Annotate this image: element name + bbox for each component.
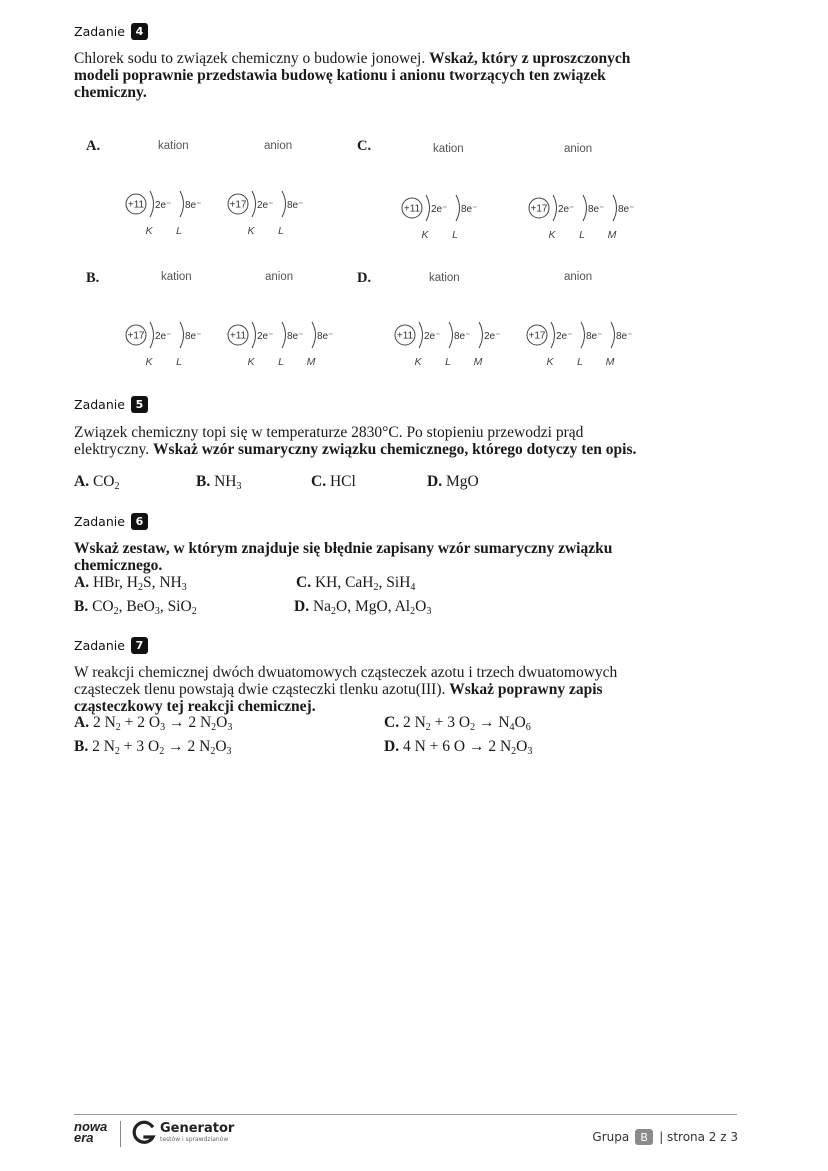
shell-arc <box>180 191 184 217</box>
shell-name: L <box>579 229 585 240</box>
shell-name: L <box>176 225 182 236</box>
shell-electrons: 8e⁻ <box>287 200 304 211</box>
option-text: , SiH <box>378 574 411 591</box>
option-formula: CO <box>92 473 115 490</box>
option-text: 4 N + 6 O → 2 N <box>402 738 512 755</box>
shell-name: K <box>145 225 153 236</box>
task-4-label: Zadanie <box>74 24 125 39</box>
footer-page-info <box>592 1129 738 1145</box>
option-a-anion-model <box>226 190 314 241</box>
atom-model-svg <box>525 321 643 367</box>
task-5-option-a[interactable] <box>74 473 120 490</box>
nucleus-charge: +11 <box>396 330 414 342</box>
option-formula: NH <box>214 473 237 490</box>
subscript: 2 <box>211 722 217 733</box>
shell-arc <box>613 195 617 221</box>
shell-electrons: 2e⁻ <box>556 331 573 342</box>
option-letter: B. <box>196 473 211 490</box>
option-text: S, NH <box>142 574 182 591</box>
shell-electrons: 8e⁻ <box>317 331 334 342</box>
option-a-kation-label: kation <box>158 140 189 152</box>
shell-arc <box>282 322 286 348</box>
task-5-intro: Związek chemiczny topi się w temperaturze 2830°C. Po stopieniu przewodzi prąd elektryczny. <box>74 424 584 458</box>
task-6-option-d[interactable] <box>294 598 431 615</box>
subscript: 2 <box>159 746 165 757</box>
option-b-anion-model <box>226 321 344 372</box>
option-text: , SiO <box>159 598 192 615</box>
nowa-era-logo: nowa era <box>74 1119 108 1145</box>
shell-arc <box>252 191 256 217</box>
subscript: 2 <box>373 582 379 593</box>
task-4-text <box>74 50 664 101</box>
page-counter: | strona 2 z 3 <box>659 1130 738 1144</box>
option-b-letter[interactable]: B. <box>86 270 100 286</box>
task-7-option-c[interactable] <box>384 714 531 731</box>
nucleus-charge: +17 <box>528 330 546 342</box>
option-text: O <box>415 598 427 615</box>
subscript: 2 <box>114 746 120 757</box>
shell-electrons: 8e⁻ <box>461 204 478 215</box>
task-6-number: 6 <box>131 513 148 530</box>
shell-name: M <box>605 356 615 367</box>
shell-name: M <box>306 356 316 367</box>
group-badge: B <box>635 1129 653 1145</box>
shell-electrons: 2e⁻ <box>431 204 448 215</box>
task-6-question: Wskaż zestaw, w którym znajduje się błędnie zapisany wzór sumaryczny związku chemicznego. <box>74 540 613 574</box>
nucleus-charge: +17 <box>229 199 247 211</box>
task-7-header <box>74 637 148 654</box>
option-letter: C. <box>384 714 400 731</box>
task-5-option-d[interactable] <box>427 473 479 490</box>
shell-name: K <box>247 356 255 367</box>
shell-name: K <box>247 225 255 236</box>
shell-name: L <box>278 225 284 236</box>
option-text: O, MgO, Al <box>336 598 411 615</box>
option-text: 2 N <box>92 714 116 731</box>
option-b-kation-label: kation <box>161 271 192 283</box>
option-c-anion-label: anion <box>564 143 593 155</box>
generator-logo <box>132 1120 234 1146</box>
task-6-option-a[interactable] <box>74 574 187 591</box>
option-text: + 3 O <box>430 714 471 731</box>
subscript: 3 <box>426 606 432 617</box>
task-5-number: 5 <box>131 396 148 413</box>
shell-name: L <box>577 356 583 367</box>
option-text: + 2 O <box>120 714 161 731</box>
shell-arc <box>252 322 256 348</box>
subscript: 3 <box>154 606 160 617</box>
task-7-option-b[interactable] <box>74 738 232 755</box>
shell-electrons: 8e⁻ <box>588 204 605 215</box>
option-letter: A. <box>74 473 90 490</box>
subscript: 2 <box>511 746 517 757</box>
shell-name: M <box>607 229 617 240</box>
subscript: 3 <box>226 746 232 757</box>
option-d-kation-model <box>393 321 511 372</box>
option-letter: D. <box>427 473 443 490</box>
option-letter: B. <box>74 738 89 755</box>
shell-arc <box>150 322 154 348</box>
shell-electrons: 2e⁻ <box>558 204 575 215</box>
option-text: O <box>215 738 227 755</box>
task-6-header <box>74 513 148 530</box>
subscript: 3 <box>160 722 166 733</box>
option-text: 2 N <box>92 738 115 755</box>
task-7-number: 7 <box>131 637 148 654</box>
option-a-kation-model <box>124 190 212 241</box>
generator-title: Generator <box>160 1121 235 1136</box>
subscript: 2 <box>425 722 431 733</box>
option-b-kation-model <box>124 321 212 372</box>
atom-model-svg <box>226 190 314 236</box>
option-c-letter[interactable]: C. <box>357 138 372 154</box>
option-letter: A. <box>74 574 90 591</box>
task-7-text <box>74 664 654 715</box>
shell-electrons: 2e⁻ <box>484 331 501 342</box>
shell-name: L <box>452 229 458 240</box>
shell-arc <box>180 322 184 348</box>
task-6-option-b[interactable] <box>74 598 197 615</box>
subscript: 2 <box>115 722 121 733</box>
shell-name: K <box>548 229 556 240</box>
task-5-option-c[interactable] <box>311 473 356 490</box>
task-7-question: Wskaż poprawny zapis cząsteczkowy tej reakcji chemicznej. <box>74 681 603 715</box>
shell-arc <box>551 322 555 348</box>
option-d-kation-label: kation <box>429 272 460 284</box>
shell-name: M <box>473 356 483 367</box>
nucleus-charge: +11 <box>229 330 247 342</box>
shell-electrons: 2e⁻ <box>257 331 274 342</box>
shell-electrons: 2e⁻ <box>155 331 172 342</box>
option-letter: D. <box>384 738 400 755</box>
logo-separator <box>120 1121 121 1147</box>
task-4-intro: Chlorek sodu to związek chemiczny o budowie jonowej. <box>74 50 430 67</box>
task-5-label: Zadanie <box>74 397 125 412</box>
shell-electrons: 8e⁻ <box>185 200 202 211</box>
subscript: 2 <box>114 481 120 492</box>
shell-arc <box>553 195 557 221</box>
subscript: 3 <box>527 746 533 757</box>
subscript: 2 <box>113 606 119 617</box>
shell-electrons: 8e⁻ <box>454 331 471 342</box>
task-7-option-a[interactable] <box>74 714 232 731</box>
atom-model-svg <box>527 194 645 240</box>
nucleus-charge: +11 <box>127 199 145 211</box>
atom-model-svg <box>124 190 212 236</box>
option-d-anion-model <box>525 321 643 372</box>
subscript: 2 <box>210 746 216 757</box>
option-text: → 2 N <box>165 714 212 731</box>
shell-name: K <box>546 356 554 367</box>
shell-arc <box>581 322 585 348</box>
shell-arc <box>150 191 154 217</box>
task-5-option-b[interactable] <box>196 473 241 490</box>
option-text: 2 N <box>402 714 426 731</box>
shell-electrons: 8e⁻ <box>287 331 304 342</box>
shell-arc <box>456 195 460 221</box>
task-4-question: Wskaż, który z uproszczonych modeli poprawnie przedstawia budowę kationu i anionu tworzących ten związek chemiczny. <box>74 50 631 101</box>
shell-electrons: 2e⁻ <box>257 200 274 211</box>
shell-arc <box>312 322 316 348</box>
option-letter: C. <box>311 473 327 490</box>
subscript: 2 <box>470 722 476 733</box>
generator-subtitle: testów i sprawdzianów <box>160 1136 229 1143</box>
subscript: 2 <box>331 606 337 617</box>
shell-arc <box>426 195 430 221</box>
nucleus-charge: +17 <box>530 203 548 215</box>
shell-arc <box>479 322 483 348</box>
nucleus-charge: +17 <box>127 330 145 342</box>
shell-name: K <box>145 356 153 367</box>
shell-arc <box>583 195 587 221</box>
shell-electrons: 8e⁻ <box>185 331 202 342</box>
shell-arc <box>611 322 615 348</box>
option-formula: MgO <box>445 473 479 490</box>
subscript: 3 <box>181 582 187 593</box>
atom-model-svg <box>393 321 511 367</box>
subscript: 3 <box>227 722 233 733</box>
option-a-letter[interactable]: A. <box>86 138 101 154</box>
shell-electrons: 8e⁻ <box>616 331 633 342</box>
nucleus-charge: +11 <box>403 203 421 215</box>
task-5-text <box>74 424 649 458</box>
task-4-header <box>74 23 148 40</box>
option-c-anion-model <box>527 194 645 245</box>
task-6-text <box>74 540 654 574</box>
option-c-kation-label: kation <box>433 143 464 155</box>
option-letter: A. <box>74 714 90 731</box>
option-a-anion-label: anion <box>264 140 293 152</box>
option-text: + 3 O <box>119 738 160 755</box>
atom-model-svg <box>226 321 344 367</box>
task-7-option-d[interactable] <box>384 738 532 755</box>
option-text: → N <box>475 714 510 731</box>
subscript: 4 <box>410 582 416 593</box>
subscript: 4 <box>509 722 515 733</box>
group-label: Grupa <box>592 1130 630 1144</box>
shell-name: K <box>421 229 429 240</box>
option-d-letter[interactable]: D. <box>357 270 372 286</box>
option-text: , BeO <box>118 598 155 615</box>
task-7-intro: W reakcji chemicznej dwóch dwuatomowych cząsteczek azotu i trzech dwuatomowych cząsteczek tlenu powstają dwie cząsteczki tlenku azotu(III). <box>74 664 618 698</box>
option-d-anion-label: anion <box>564 271 593 283</box>
task-7-label: Zadanie <box>74 638 125 653</box>
subscript: 6 <box>525 722 531 733</box>
subscript: 2 <box>137 582 143 593</box>
option-text: O <box>514 714 526 731</box>
shell-name: K <box>414 356 422 367</box>
task-6-label: Zadanie <box>74 514 125 529</box>
subscript: 2 <box>191 606 197 617</box>
option-letter: D. <box>294 598 310 615</box>
shell-electrons: 2e⁻ <box>155 200 172 211</box>
option-text: KH, CaH <box>314 574 374 591</box>
shell-arc <box>282 191 286 217</box>
task-5-header <box>74 396 148 413</box>
footer-divider <box>74 1114 737 1115</box>
shell-name: L <box>278 356 284 367</box>
task-5-question: Wskaż wzór sumaryczny związku chemicznego, którego dotyczy ten opis. <box>153 441 637 458</box>
shell-arc <box>419 322 423 348</box>
task-4-number: 4 <box>131 23 148 40</box>
option-b-anion-label: anion <box>265 271 294 283</box>
option-letter: B. <box>74 598 89 615</box>
option-c-kation-model <box>400 194 488 245</box>
subscript: 3 <box>236 481 242 492</box>
generator-g-icon <box>132 1120 156 1146</box>
option-text: O <box>216 714 228 731</box>
atom-model-svg <box>400 194 488 240</box>
shell-electrons: 8e⁻ <box>618 204 635 215</box>
option-text: HBr, H <box>92 574 138 591</box>
shell-name: L <box>445 356 451 367</box>
shell-electrons: 8e⁻ <box>586 331 603 342</box>
shell-name: L <box>176 356 182 367</box>
shell-electrons: 2e⁻ <box>424 331 441 342</box>
atom-model-svg <box>124 321 212 367</box>
option-text: CO <box>92 598 114 615</box>
shell-arc <box>449 322 453 348</box>
subscript: 2 <box>410 606 416 617</box>
option-letter: C. <box>296 574 312 591</box>
option-text: O <box>516 738 528 755</box>
option-text: Na <box>312 598 332 615</box>
task-6-option-c[interactable] <box>296 574 415 591</box>
option-text: → 2 N <box>164 738 211 755</box>
option-formula: HCl <box>329 473 356 490</box>
